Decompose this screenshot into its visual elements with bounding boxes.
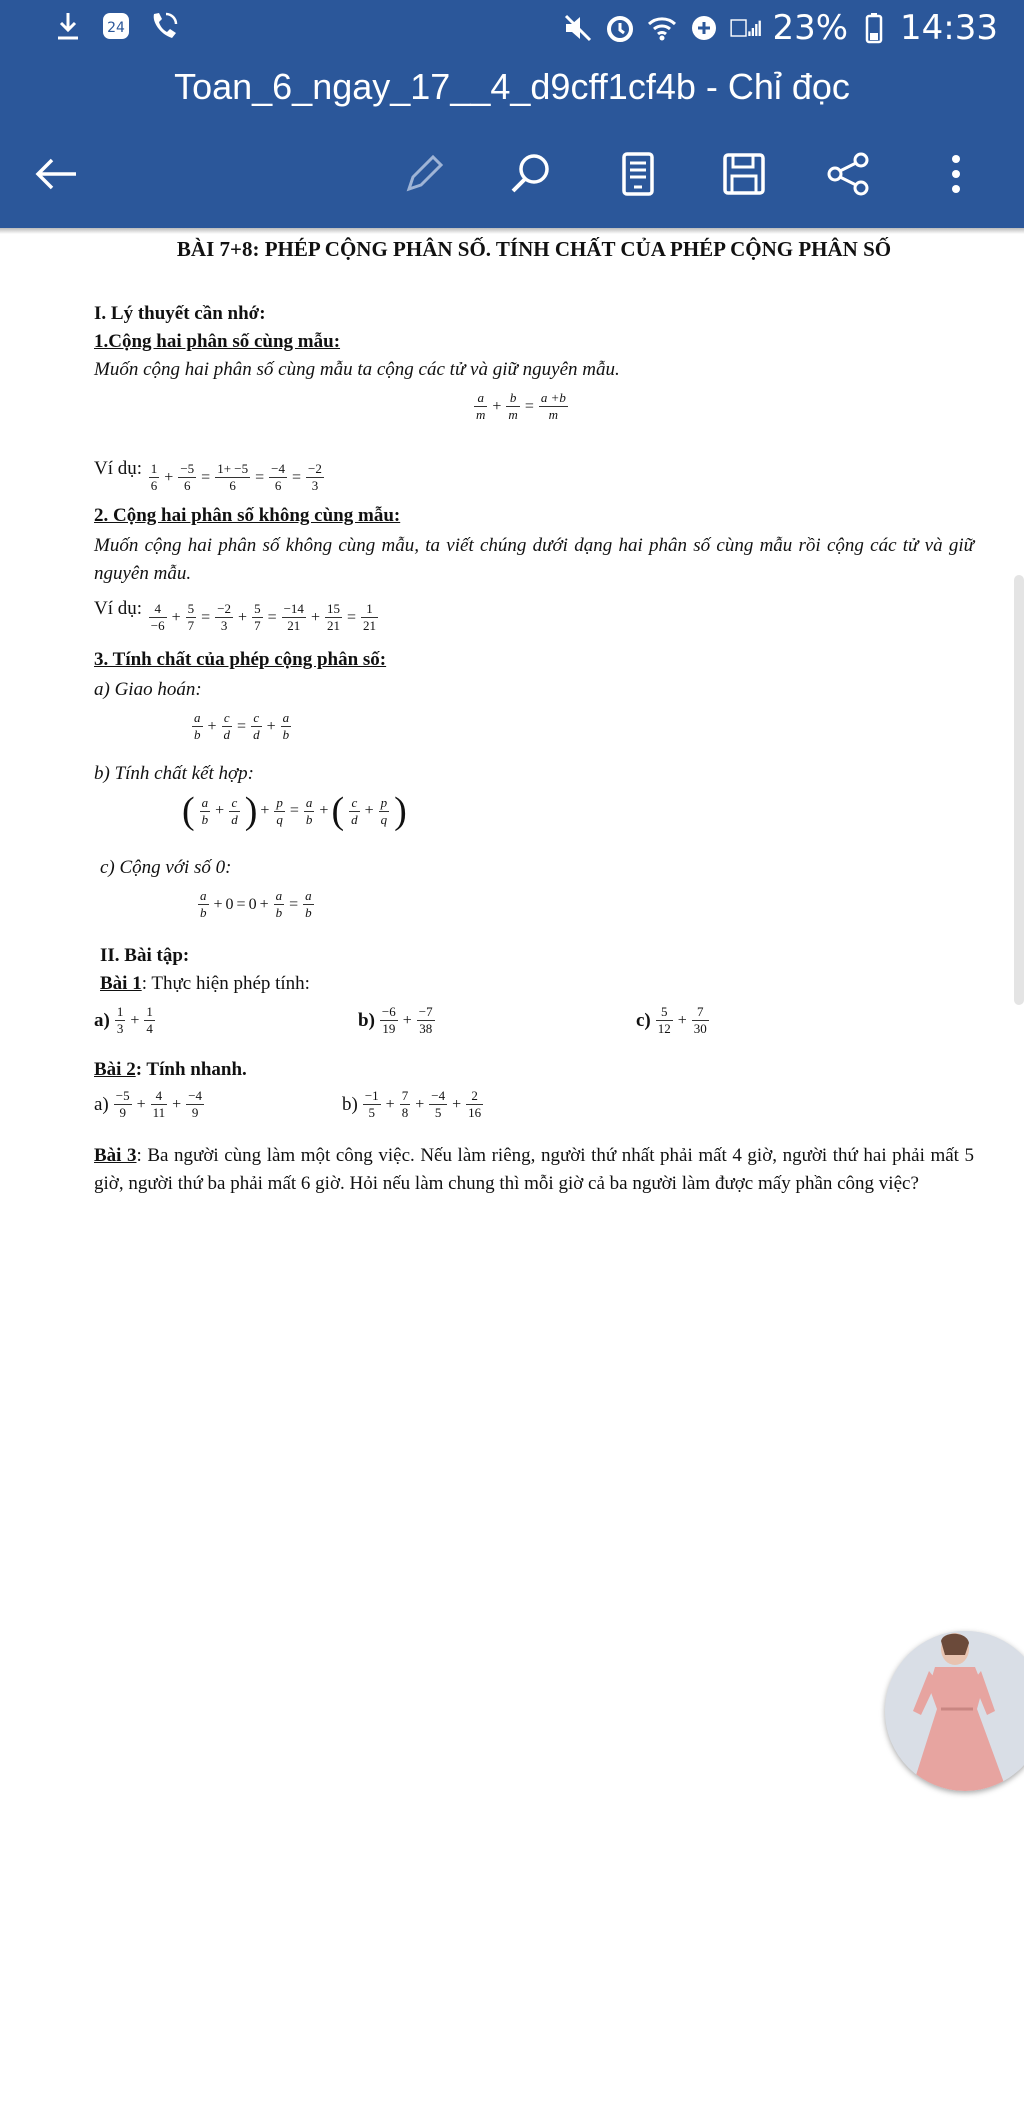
formula-commutative: $\frac{a}{b}$ + $\frac{c}{d}$ = $\frac{c}{d}$ + $\frac{a}{b}$ [194,710,290,742]
svg-text:24: 24 [107,20,125,36]
status-bar [0,0,1024,62]
property-associative-label: b) Tính chất kết hợp: [94,763,254,784]
exercise-1c: c) $\frac{5}{12}$ + $\frac{7}{30}$ [636,1004,707,1036]
reading-view-icon [618,151,658,197]
battery-percent: 23% [772,8,849,48]
more-icon [946,151,966,197]
page-edge [0,228,1024,234]
dress-photo-icon [885,1631,1024,1791]
save-icon [721,151,767,197]
formula-add-zero: $\frac{a}{b}$ + 0 = 0 + $\frac{a}{b}$ = $\frac{a}{b}$ [200,888,312,920]
rule-same-denominator: Muốn cộng hai phân số cùng mẫu ta cộng các tử và giữ nguyên mẫu. [94,359,620,380]
section-exercises-title: II. Bài tập: [100,945,190,966]
share-icon [825,151,871,197]
save-button[interactable] [718,148,770,200]
document-title: Toan_6_ngay_17__4_d9cff1cf4b - Chỉ đọc [174,66,850,107]
edit-pencil-icon [401,151,447,197]
search-button[interactable] [505,148,557,200]
rule-different-denominator: Muốn cộng hai phân số không cùng mẫu, ta viết chúng dưới dạng hai phân số cùng mẫu rồi cộng các tử và giữ nguyên mẫu. [94,535,974,584]
property-commutative-label: a) Giao hoán: [94,679,202,700]
section-theory-title: I. Lý thuyết cần nhớ: [94,303,266,324]
formula-associative: ( $\frac{a}{b}$ + $\frac{c}{d}$ ) + $\frac{p}{q}$ = $\frac{a}{b}$ + ( $\frac{c}{d}$ + $\frac{p}{q}$ ) [182,790,407,832]
subsection-properties: 3. Tính chất của phép cộng phân số: [94,649,387,670]
signal-icon [730,12,762,44]
exercise-1b: b) $\frac{-6}{19}$ + $\frac{-7}{38}$ [358,1004,433,1036]
wifi-icon [646,12,678,44]
clock: 14:33 [900,8,998,48]
exercise-1-prompt: Bài 1: Thực hiện phép tính: [100,973,310,994]
exercise-2b: b) $\frac{-1}{5}$ + $\frac{7}{8}$ + $\frac{-4}{5}$ + $\frac{2}{16}$ [342,1088,482,1120]
toolbar [0,140,1024,204]
exercise-2-prompt: Bài 2: Tính nhanh. [94,1059,247,1080]
floating-ad-avatar[interactable] [885,1631,1024,1791]
wifi-call-icon [148,10,180,42]
back-arrow-icon [32,154,80,194]
exercise-3-text: Bài 3: Ba người cùng làm một công việc. Nếu làm riêng, người thứ nhất phải mất 4 giờ, người thứ hai phải mất 5 giờ, người thứ ba phải mất 6 giờ. Hỏi nếu làm chung thì mỗi giờ cả ba người làm được mấy phần công việc? [94,1145,974,1194]
share-button[interactable] [822,148,874,200]
example-2: Ví dụ: $\frac{4}{-6}$ + $\frac{5}{7}$ = $\frac{-2}{3}$ + $\frac{5}{7}$ = $\frac{-14}{21}$ + $\frac{15}{21}$ = $\frac{1}{21}$ [94,597,376,633]
mute-icon [562,12,594,44]
exercise-2a: a) $\frac{-5}{9}$ + $\frac{4}{11}$ + $\frac{-4}{9}$ [94,1088,203,1120]
formula-same-denominator: $\frac{a}{m}$ + $\frac{b}{m}$ = $\frac{a +b}{m}$ [476,390,566,422]
battery-icon [858,12,890,44]
property-zero-label: c) Cộng với số 0: [100,857,232,878]
subsection-same-denominator: 1.Cộng hai phân số cùng mẫu: [94,331,341,352]
example-1: Ví dụ: $\frac{1}{6}$ + $\frac{-5}{6}$ = $\frac{1+ -5}{6}$ = $\frac{-4}{6}$ = $\frac{-2}{3}$ [94,457,322,493]
download-icon [52,10,84,42]
exercise-1a: a) $\frac{1}{3}$ + $\frac{1}{4}$ [94,1004,153,1036]
data-icon [688,12,720,44]
lesson-heading: BÀI 7+8: PHÉP CỘNG PHÂN SỐ. TÍNH CHẤT CỦA PHÉP CỘNG PHÂN SỐ [176,237,892,261]
scrollbar[interactable] [1014,575,1024,1005]
alarm-icon [604,12,636,44]
edit-button[interactable] [398,148,450,200]
subsection-different-denominator: 2. Cộng hai phân số không cùng mẫu: [94,505,401,526]
app-header [0,0,1024,228]
search-icon [508,151,554,197]
back-button[interactable] [30,148,82,200]
reading-view-button[interactable] [612,148,664,200]
more-options-button[interactable] [930,148,982,200]
calendar-24-icon [100,10,132,42]
